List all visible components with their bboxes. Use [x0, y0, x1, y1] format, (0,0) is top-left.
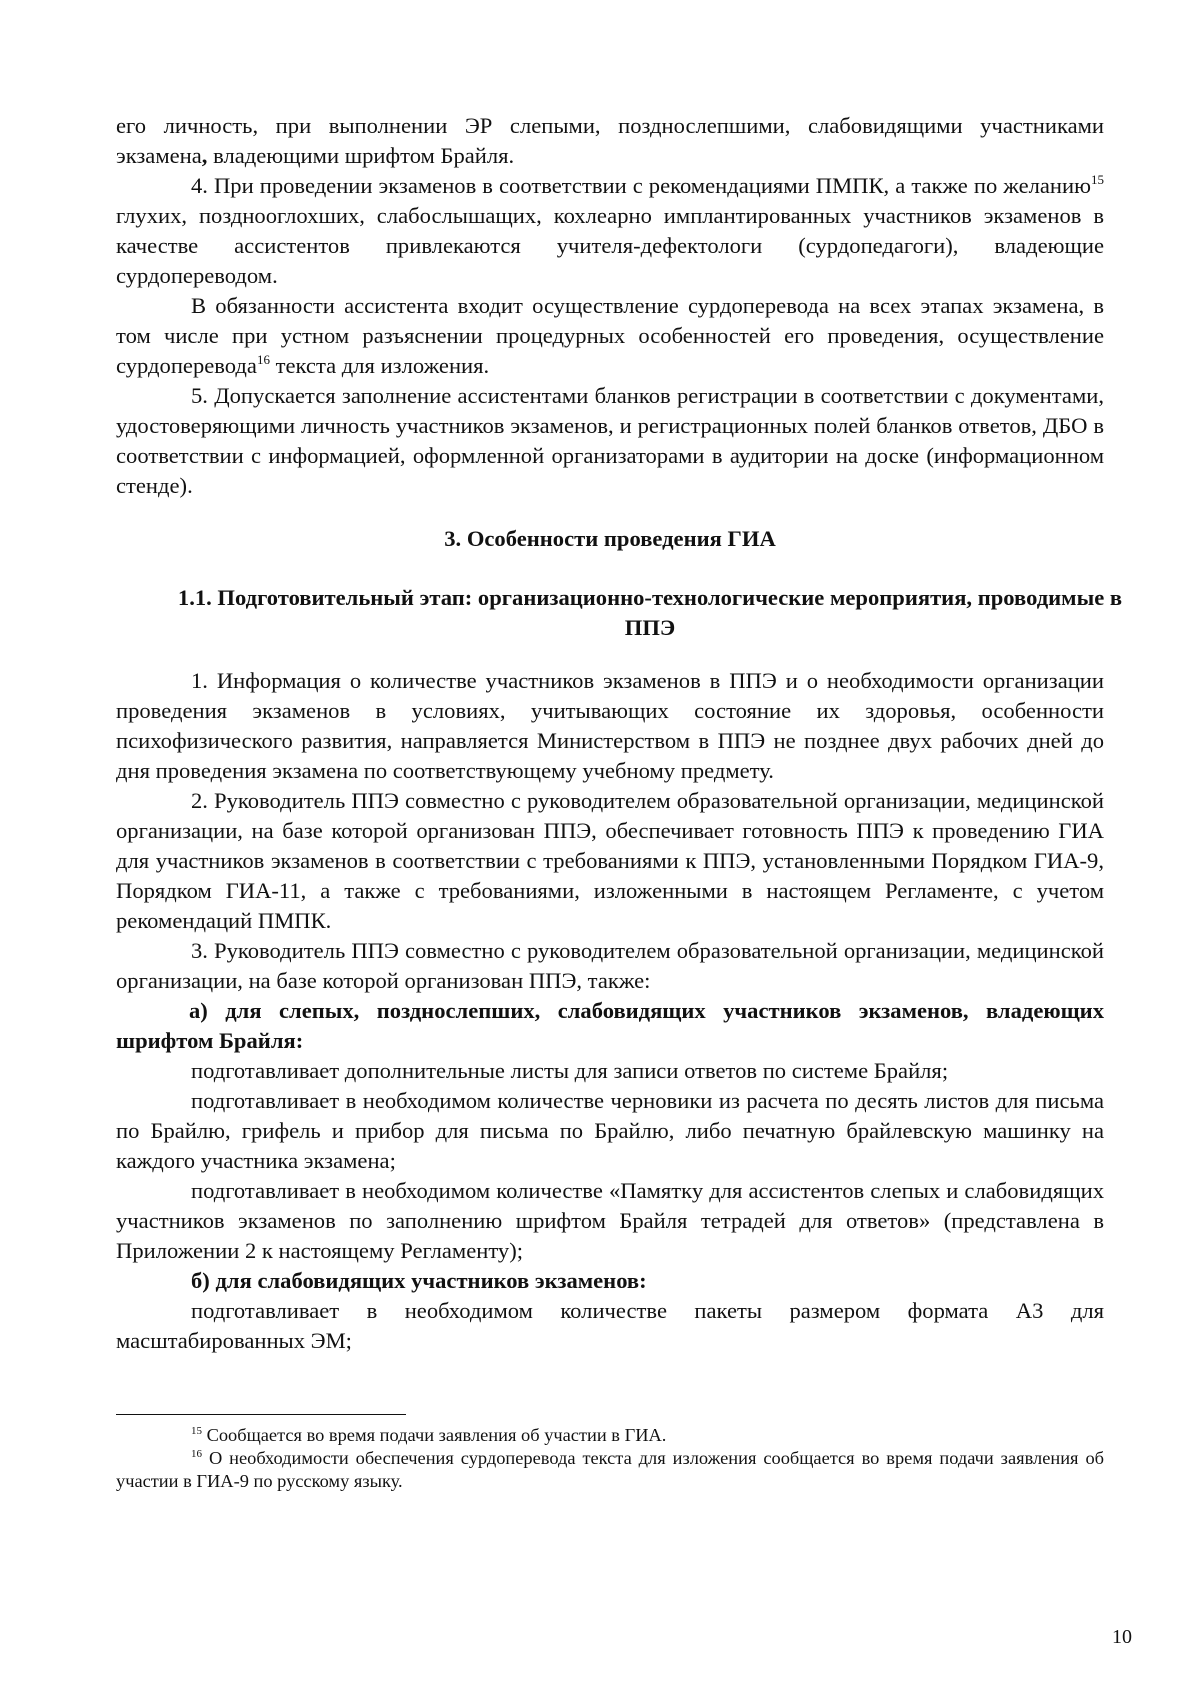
point-2: 2. Руководитель ППЭ совместно с руководителем образовательной организации, медицинской организации, на базе которой организован ППЭ, обеспечивает готовность ППЭ к проведению ГИА для участников экзаменов в соответствии с требованиями к ППЭ, установленными Порядком ГИА-9, Порядком ГИА-11, а также с требованиями, изложенными в настоящем Регламенте, с учетом рекомендаций ПМПК.	[116, 788, 1104, 933]
page-number: 10	[1112, 1626, 1132, 1648]
subsection-heading: 1.1. Подготовительный этап: организационно-технологические мероприятия, проводимые в ППЭ	[177, 585, 1123, 640]
subpoint-a-item-3: подготавливает в необходимом количестве «Памятку для ассистентов слепых и слабовидящих участников экзаменов по заполнению шрифтом Брайля тетрадей для ответов» (представлена в Приложении 2 к настоящему Регламенту);	[116, 1178, 1104, 1263]
section-heading: 3. Особенности проведения ГИА	[444, 526, 776, 551]
paragraph-continuation: его личность, при выполнении ЭР слепыми, позднослепшими, слабовидящими участниками экзамена, владеющими шрифтом Брайля.	[116, 113, 1104, 168]
subpoint-b-heading: б) для слабовидящих участников экзаменов:	[191, 1268, 647, 1293]
point-3: 3. Руководитель ППЭ совместно с руководителем образовательной организации, медицинской организации, на базе которой организован ППЭ, также:	[116, 938, 1104, 993]
subpoint-a-heading: а) для слепых, позднослепших, слабовидящих участников экзаменов, владеющих шрифтом Брайля:	[116, 998, 1104, 1053]
footnotes	[116, 1424, 1104, 1493]
item-5: 5. Допускается заполнение ассистентами бланков регистрации в соответствии с документами, удостоверяющими личность участников экзаменов, и регистрационных полей бланков ответов, ДБО в соответствии с информацией, оформленной организаторами в аудитории на доске (информационном стенде).	[116, 383, 1104, 498]
footnote-ref-15[interactable]: 15	[1091, 172, 1104, 187]
footnote-15: $^{15}$ Сообщается во время подачи заявления об участии в ГИА.	[191, 1425, 667, 1445]
subpoint-a-item-1: подготавливает дополнительные листы для записи ответов по системе Брайля;	[191, 1058, 949, 1083]
footnote-separator	[116, 1414, 406, 1415]
body-text-main	[116, 666, 1104, 1356]
item-4: 4. При проведении экзаменов в соответствии с рекомендациями ПМПК, а также по желанию$^{15}$ глухих, позднооглохших, слабослышащих, кохлеарно имплантированных участников экзаменов в качестве ассистентов привлекаются учителя-дефектологи (сурдопедагоги), владеющие сурдопереводом.	[116, 172, 1104, 288]
footnote-ref-16[interactable]: 16	[256, 352, 270, 367]
assistant-duties: В обязанности ассистента входит осуществление сурдоперевода на всех этапах экзамена, в том числе при устном разъяснении процедурных особенностей его проведения, осуществление сурдоперевода$^{16}$ текста для изложения.	[116, 293, 1104, 378]
body-text-top	[116, 111, 1104, 501]
subpoint-a-item-2: подготавливает в необходимом количестве черновики из расчета по десять листов для письма по Брайлю, грифель и прибор для письма по Брайлю, либо печатную брайлевскую машинку на каждого участника экзамена;	[116, 1088, 1104, 1173]
footnote-16: $^{16}$ О необходимости обеспечения сурдоперевода текста для изложения сообщается во время подачи заявления об участии в ГИА-9 по русскому языку.	[116, 1448, 1104, 1491]
subpoint-b-item-1: подготавливает в необходимом количестве пакеты размером формата А3 для масштабированных ЭМ;	[116, 1298, 1104, 1353]
point-1: 1. Информация о количестве участников экзаменов в ППЭ и о необходимости организации проведения экзаменов в условиях, учитывающих состояние их здоровья, особенности психофизического развития, направляется Министерством в ППЭ не позднее двух рабочих дней до дня проведения экзамена по соответствующему учебному предмету.	[116, 668, 1104, 783]
